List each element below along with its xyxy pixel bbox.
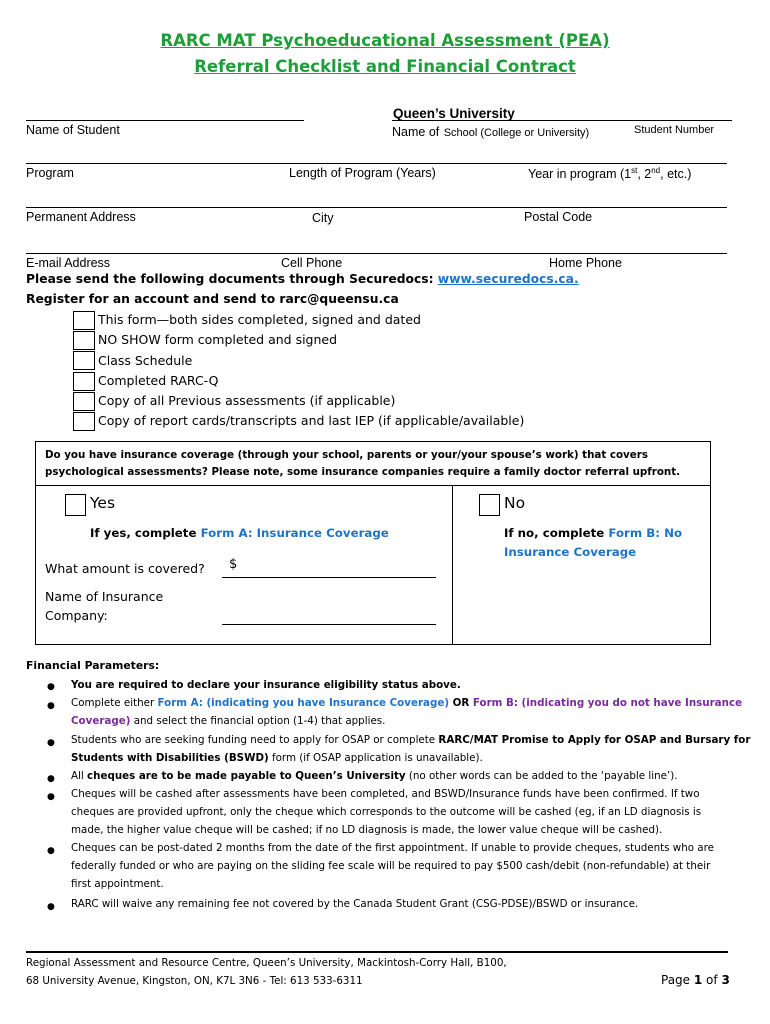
- form-a-link[interactable]: Form A: Insurance Coverage: [200, 526, 389, 540]
- financial-item: Students who are seeking funding need to apply for OSAP or complete RARC/MAT Promise to Apply for OSAP and Bursary for Students with Disabilities (BSWD) form (if OSAP application is unavailable).: [71, 734, 751, 764]
- page-number: Page 1 of 3: [661, 973, 730, 987]
- insurance-company-label: Name of Insurance: [45, 589, 164, 604]
- footer-address-line1: Regional Assessment and Resource Centre, Queen’s University, Mackintosh-Corry Hall, B100,: [26, 957, 507, 969]
- home-phone-label: Home Phone: [549, 256, 622, 270]
- checkbox-class-schedule[interactable]: [73, 351, 95, 370]
- bullet-icon: ●: [47, 701, 55, 711]
- email-address-label: E-mail Address: [26, 256, 111, 270]
- checkbox-previous-assessments[interactable]: [73, 392, 95, 411]
- yes-checkbox[interactable]: [65, 494, 86, 516]
- program-label: Program: [26, 166, 74, 180]
- school-value: Queen’s University: [393, 106, 515, 121]
- financial-heading: Financial Parameters:: [26, 659, 160, 672]
- currency-symbol: $: [229, 557, 238, 572]
- footer-rule: [26, 951, 728, 953]
- no-instructions: If no, complete Form B: No: [504, 526, 683, 540]
- financial-item: All cheques are to be made payable to Queen’s University (no other words can be added to the ‘payable line’).: [71, 770, 678, 782]
- checklist-item: Copy of report cards/transcripts and last IEP (if applicable/available): [98, 413, 525, 428]
- yes-label: Yes: [90, 494, 116, 512]
- checklist-item: Completed RARC-Q: [98, 373, 219, 388]
- insurance-company-input[interactable]: [222, 624, 436, 625]
- checkbox-no-show-form[interactable]: [73, 331, 95, 350]
- email-line[interactable]: [26, 253, 727, 254]
- checkbox-report-cards[interactable]: [73, 412, 95, 431]
- program-line[interactable]: [26, 163, 727, 164]
- no-checkbox[interactable]: [479, 494, 500, 516]
- yes-instructions: If yes, complete Form A: Insurance Coverage: [90, 526, 389, 540]
- checklist-item: Class Schedule: [98, 353, 193, 368]
- bullet-icon: ●: [47, 902, 55, 912]
- insurance-question-note: psychological assessments? Please note, some insurance companies require a family doctor referral upfront.: [45, 466, 681, 478]
- register-instructions: Register for an account and send to rarc@queensu.ca: [26, 292, 399, 306]
- bullet-icon: ●: [47, 792, 55, 802]
- checklist-item: Copy of all Previous assessments (if applicable): [98, 393, 396, 408]
- no-label: No: [504, 494, 526, 512]
- insurance-divider: [35, 485, 711, 486]
- checkbox-rarc-q[interactable]: [73, 372, 95, 391]
- financial-item: Cheques will be cashed after assessments have been completed, and BSWD/Insurance funds have been confirmed. If two cheques are provided upfront, only the cheque which corresponds to the outcome will be cashed (eg, if an LD diagnosis is made, the higher value cheque will be cashed; if no LD diagnosis is made, the lower value cheque will be cashed).: [71, 788, 702, 836]
- name-of-student-label: Name of Student: [26, 123, 120, 137]
- name-of-student-line[interactable]: [26, 120, 304, 121]
- financial-item: You are required to declare your insurance eligibility status above.: [71, 679, 461, 691]
- checklist-item: This form—both sides completed, signed and dated: [98, 312, 421, 327]
- checklist-item: NO SHOW form completed and signed: [98, 332, 338, 347]
- permanent-address-label: Permanent Address: [26, 210, 136, 224]
- insurance-company-label-cont: Company:: [45, 608, 108, 623]
- bullet-icon: ●: [47, 774, 55, 784]
- school-line[interactable]: [392, 120, 732, 121]
- city-label: City: [312, 211, 334, 225]
- bullet-icon: ●: [47, 846, 55, 856]
- amount-covered-input[interactable]: [222, 577, 436, 578]
- financial-item: Complete either Form A: (indicating you have Insurance Coverage) OR Form B: (indicating you do not have Insurance Coverage) and select the financial option (1-4) that applies.: [71, 697, 743, 727]
- student-number-label: Student Number: [634, 124, 715, 136]
- form-b-link[interactable]: Form B: No: [608, 526, 683, 540]
- securedocs-link[interactable]: www.securedocs.ca.: [437, 272, 579, 286]
- amount-covered-label: What amount is covered?: [45, 561, 205, 576]
- name-of-school-label: Name of School (College or University): [392, 125, 590, 139]
- year-in-program-label: Year in program (1st, 2nd, etc.): [528, 166, 692, 182]
- address-line[interactable]: [26, 207, 727, 208]
- postal-code-label: Postal Code: [524, 210, 593, 224]
- bullet-icon: ●: [47, 738, 55, 748]
- send-instructions: Please send the following documents through Securedocs: www.securedocs.ca.: [26, 272, 579, 286]
- cell-phone-label: Cell Phone: [281, 256, 343, 270]
- page-title: RARC MAT Psychoeducational Assessment (PEA): [160, 31, 610, 50]
- financial-item: RARC will waive any remaining fee not covered by the Canada Student Grant (CSG-PDSE)/BSWD or insurance.: [71, 898, 639, 910]
- financial-item: Cheques can be post-dated 2 months from the date of the first appointment. If unable to provide cheques, students who are federally funded or who are paying on the sliding fee scale will be required to pay $500 cash/debit (non-refundable) at their first appointment.: [71, 842, 714, 890]
- bullet-icon: ●: [47, 682, 55, 692]
- length-of-program-label: Length of Program (Years): [289, 166, 436, 180]
- insurance-column-divider: [452, 485, 453, 645]
- footer-address-line2: 68 University Avenue, Kingston, ON, K7L 3N6 - Tel: 613 533-6311: [26, 975, 363, 987]
- form-b-link-cont[interactable]: Insurance Coverage: [504, 545, 637, 559]
- insurance-question: Do you have insurance coverage (through your school, parents or your/your spouse’s work) that covers: [45, 449, 648, 461]
- page-subtitle: Referral Checklist and Financial Contract: [194, 57, 576, 76]
- checkbox-this-form[interactable]: [73, 311, 95, 330]
